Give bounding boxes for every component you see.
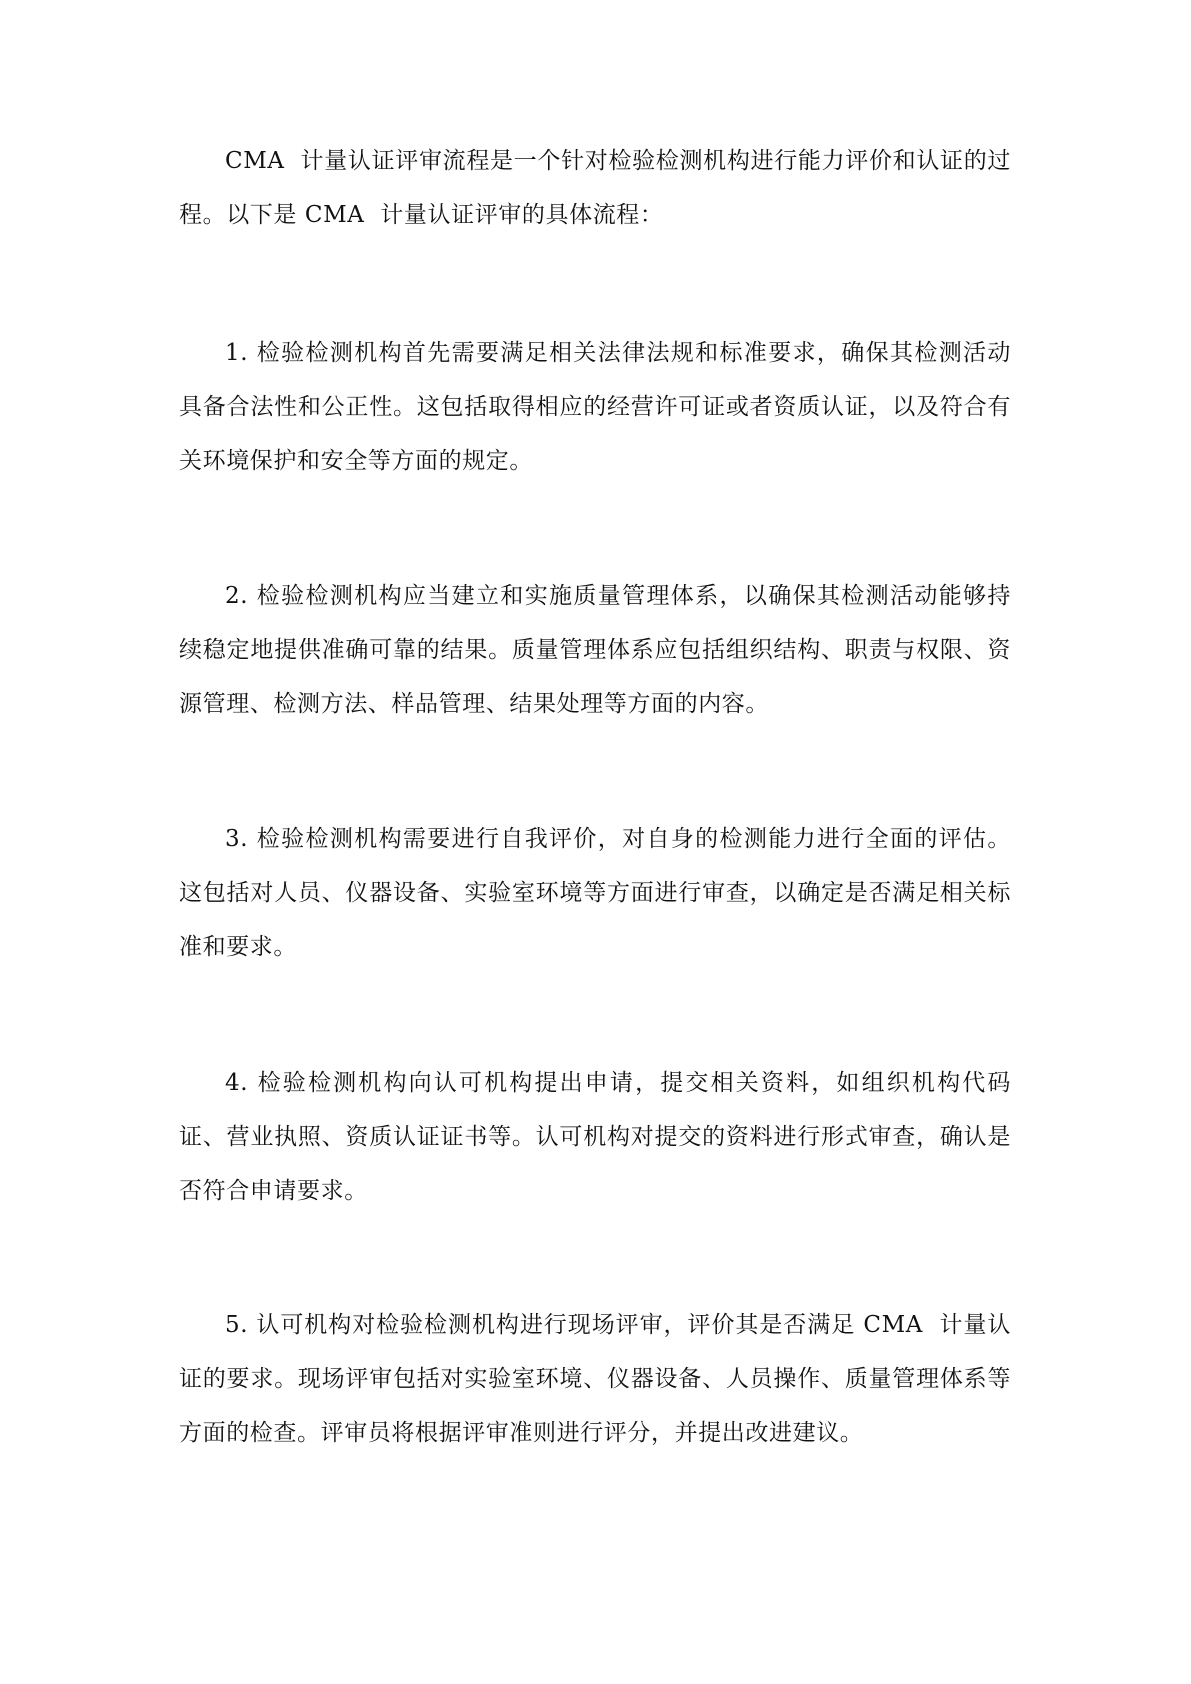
step-2-paragraph: 2. 检验检测机构应当建立和实施质量管理体系，以确保其检测活动能够持续稳定地提供准确可靠的结果。质量管理体系应包括组织结构、职责与权限、资源管理、检测方法、样品管理、结果处理等方面的内容。 [179, 583, 1011, 717]
step-4-paragraph: 4. 检验检测机构向认可机构提出申请，提交相关资料，如组织机构代码证、营业执照、资质认证证书等。认可机构对提交的资料进行形式审查，确认是否符合申请要求。 [179, 1070, 1011, 1204]
intro-paragraph: CMA 计量认证评审流程是一个针对检验检测机构进行能力评价和认证的过程。以下是 CMA 计量认证评审的具体流程： [179, 148, 1011, 228]
step-3-paragraph: 3. 检验检测机构需要进行自我评价，对自身的检测能力进行全面的评估。这包括对人员、仪器设备、实验室环境等方面进行审查，以确定是否满足相关标准和要求。 [179, 826, 1011, 960]
step-1-paragraph: 1. 检验检测机构首先需要满足相关法律法规和标准要求，确保其检测活动具备合法性和公正性。这包括取得相应的经营许可证或者资质认证，以及符合有关环境保护和安全等方面的规定。 [179, 340, 1011, 474]
step-5-paragraph: 5. 认可机构对检验检测机构进行现场评审，评价其是否满足 CMA 计量认证的要求。现场评审包括对实验室环境、仪器设备、人员操作、质量管理体系等方面的检查。评审员将根据评审准则进行评分，并提出改进建议。 [179, 1312, 1011, 1446]
